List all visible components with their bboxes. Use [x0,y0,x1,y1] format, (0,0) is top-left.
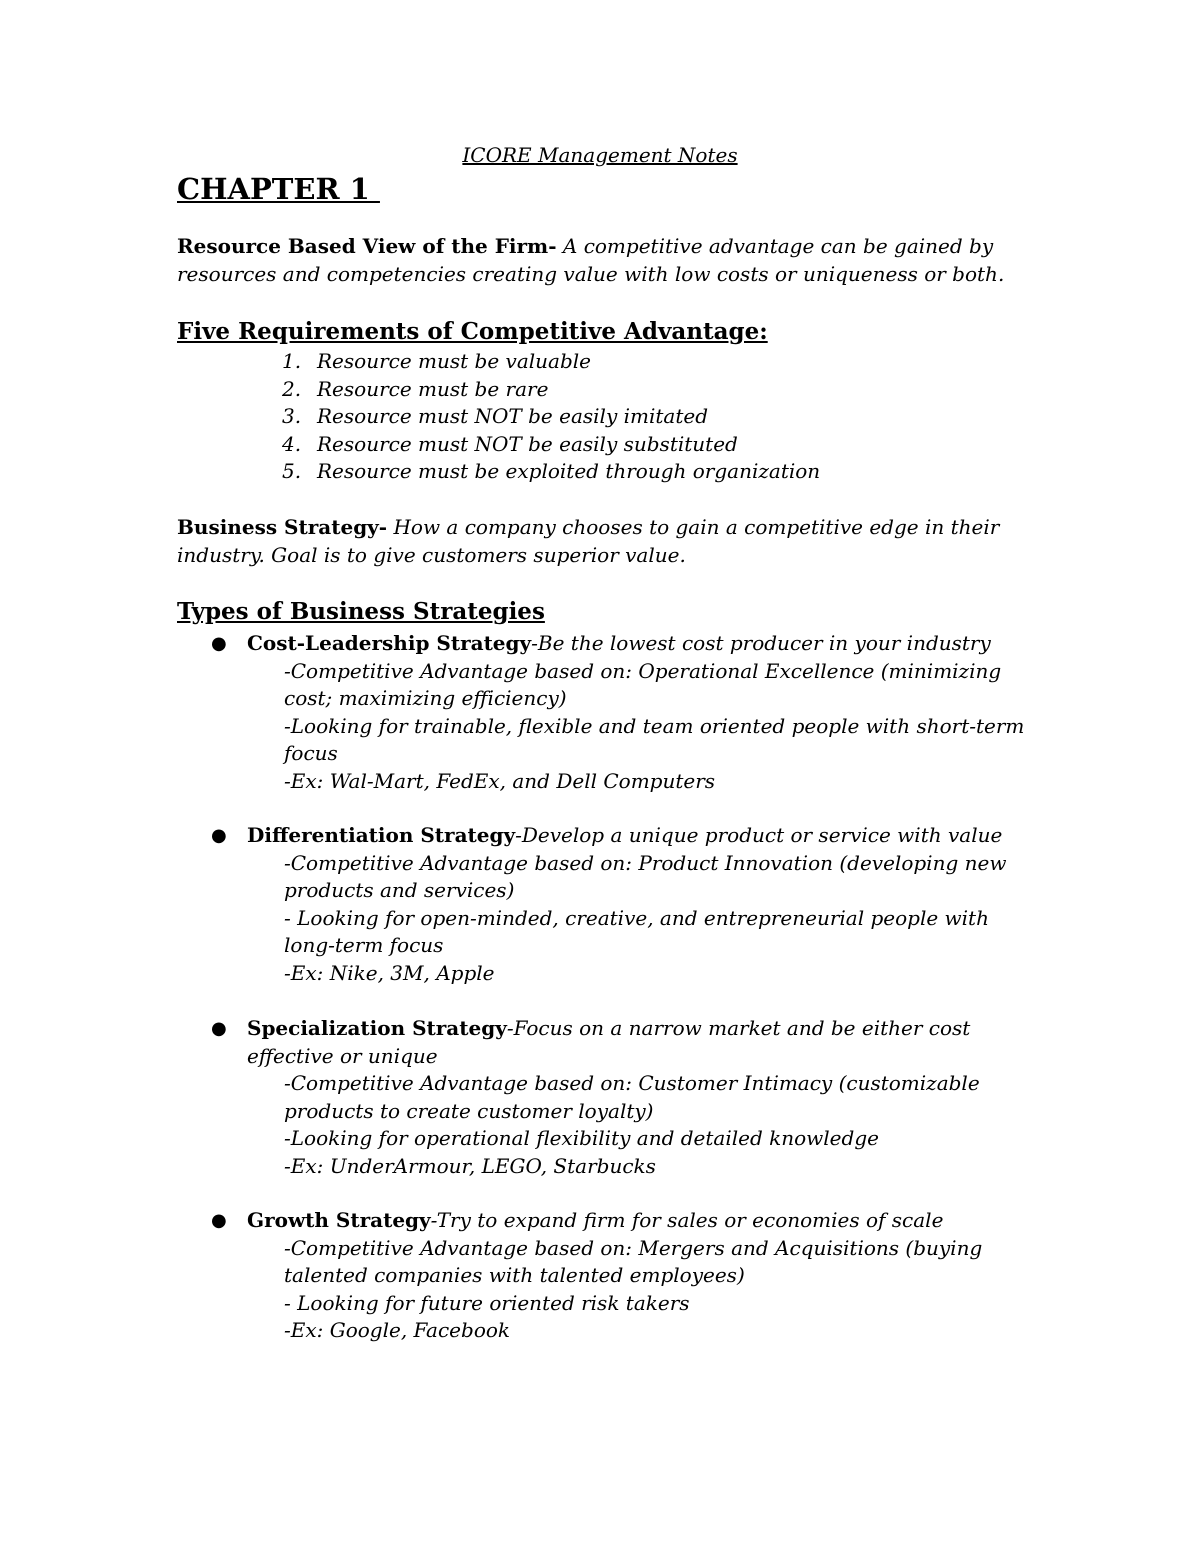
list-number: 5. [282,459,302,483]
strategy-name: Specialization Strategy [247,1016,507,1040]
business-strategy-paragraph [177,513,1037,569]
strategy-header [211,1015,1041,1070]
list-text: Resource must be valuable [317,349,591,373]
bullet-icon: ● [211,1210,227,1231]
strategy-differentiation [211,822,1041,987]
list-item [282,431,820,459]
rbv-definition: A competitive advantage can be gained by resources and competencies creating value with low costs or uniqueness or both. [177,234,1005,286]
strategy-detail: - Looking for future oriented risk takers [284,1290,690,1315]
strategy-header [211,1207,1041,1235]
strategy-specialization [211,1015,1041,1180]
requirements-heading: Five Requirements of Competitive Advantage: [177,318,768,345]
list-number: 2. [282,376,302,401]
strategy-header [211,630,1041,658]
strategy-detail: -Looking for trainable, flexible and team oriented people with short-term focus [284,713,1025,765]
strategy-detail: -Looking for operational flexibility and detailed knowledge [284,1126,879,1150]
list-number: 3. [282,404,302,428]
list-number: 4. [282,431,302,456]
list-number: 1. [282,349,302,373]
list-text: Resource must be exploited through organization [317,459,821,483]
requirements-list [282,348,820,486]
strategy-name: Cost-Leadership Strategy [247,631,532,655]
strategy-name: Differentiation Strategy [247,823,516,847]
rbv-term: Resource Based View of the Firm- [177,234,557,258]
document-title: ICORE Management Notes [462,143,738,167]
strategy-detail: -Competitive Advantage based on: Operational Excellence (minimizing cost; maximizing efficiency) [284,658,1002,710]
strategy-detail: -Ex: Nike, 3M, Apple [284,960,495,985]
strategy-cost-leadership [211,630,1041,795]
list-text: Resource must be rare [317,376,549,401]
strategy-detail: -Ex: Wal-Mart, FedEx, and Dell Computers [284,768,716,793]
business-strategy-definition: How a company chooses to gain a competitive edge in their industry. Goal is to give customers superior value. [177,515,1000,567]
bullet-icon: ● [211,1018,227,1039]
strategy-detail: -Ex: Google, Facebook [284,1318,511,1342]
strategy-summary: -Develop a unique product or service with value [515,823,1003,847]
types-heading: Types of Business Strategies [177,598,545,625]
strategy-header [211,822,1041,850]
strategy-name: Growth Strategy [247,1208,431,1232]
list-item [282,348,820,376]
list-item [282,403,820,431]
strategy-summary: -Focus on a narrow market and be either cost effective or unique [247,1016,971,1068]
strategy-growth [211,1207,1041,1345]
strategy-detail: - Looking for open-minded, creative, and entrepreneurial people with long-term focus [284,905,989,957]
chapter-heading: CHAPTER 1 [177,172,380,206]
strategy-summary: -Be the lowest cost producer in your industry [531,631,991,655]
list-text: Resource must NOT be easily imitated [317,404,708,428]
strategy-detail: -Competitive Advantage based on: Customer Intimacy (customizable products to create customer loyalty) [284,1071,980,1123]
list-text: Resource must NOT be easily substituted [317,431,738,456]
strategy-summary: -Try to expand firm for sales or economies of scale [430,1208,944,1232]
strategy-detail: -Ex: UnderArmour, LEGO, Starbucks [284,1153,656,1178]
bullet-icon: ● [211,825,227,846]
bullet-icon: ● [211,633,227,654]
rbv-paragraph [177,232,1037,288]
business-strategy-term: Business Strategy- [177,515,388,539]
strategy-detail: -Competitive Advantage based on: Mergers and Acquisitions (buying talented companies with talented employees) [284,1235,983,1287]
list-item [282,376,820,404]
strategy-detail: -Competitive Advantage based on: Product Innovation (developing new products and services) [284,850,1007,902]
list-item [282,458,820,486]
